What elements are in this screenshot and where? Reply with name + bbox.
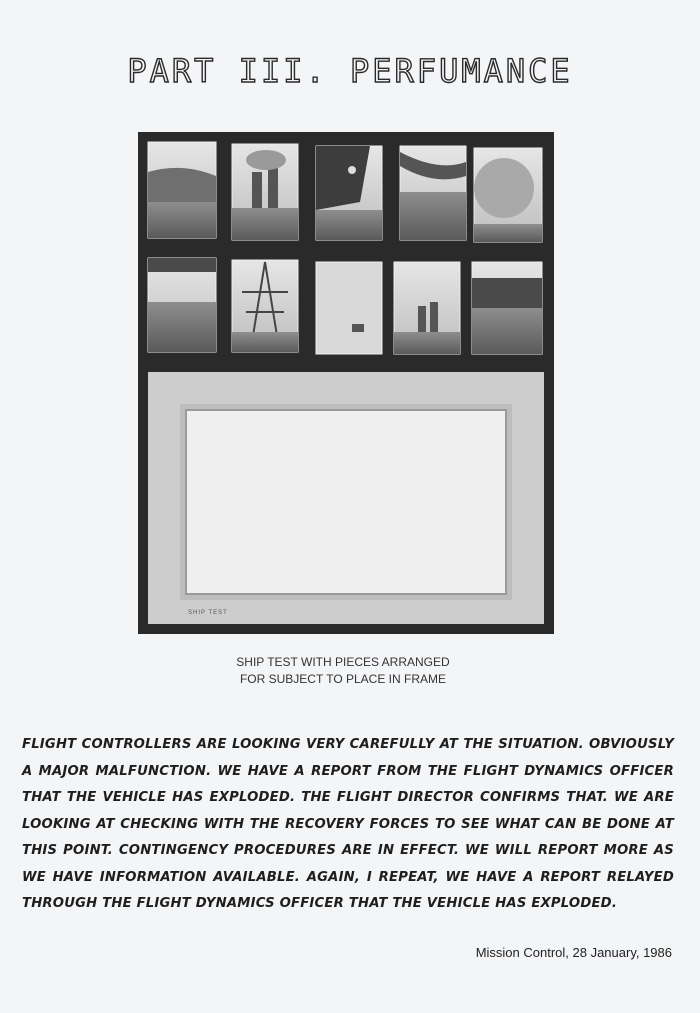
caption-line-2: FOR SUBJECT TO PLACE IN FRAME bbox=[239, 672, 447, 686]
artwork-image bbox=[138, 132, 554, 634]
caption-line-1: SHIP TEST WITH PIECES ARRANGED bbox=[236, 655, 450, 669]
page-title: PART III. PERFUMANCE bbox=[127, 52, 573, 90]
quote-text: FLIGHT CONTROLLERS ARE LOOKING VERY CAREFULLY AT THE SITUATION. OBVIOUSLY A MAJOR MALFUNCTION. WE HAVE A REPORT FROM THE FLIGHT DYNAMICS OFFICER THAT THE VEHICLE HAS EXPLODED. THE FLIGHT DIRECTOR CONFIRMS THAT. WE ARE LOOKING AT CHECKING WITH THE RECOVERY FORCES TO SEE WHAT CAN BE DONE AT THIS POINT. CONTINGENCY PROCEDURES ARE IN EFFECT. WE WILL REPORT MORE AS WE HAVE INFORMATION AVAILABLE. AGAIN, I REPEAT, WE HAVE A REPORT RELAYED THROUGH THE FLIGHT DYNAMICS OFFICER THAT THE VEHICLE HAS EXPLODED. bbox=[22, 737, 674, 911]
figure-caption bbox=[0, 654, 686, 688]
panel-row-2 bbox=[148, 258, 542, 354]
quote-attribution: Mission Control, 28 January, 1986 bbox=[475, 945, 672, 960]
frame-label: SHIP TEST bbox=[188, 610, 228, 616]
ship-test-artwork bbox=[138, 132, 554, 634]
panel-row-1 bbox=[148, 142, 542, 242]
empty-frame bbox=[148, 372, 544, 624]
